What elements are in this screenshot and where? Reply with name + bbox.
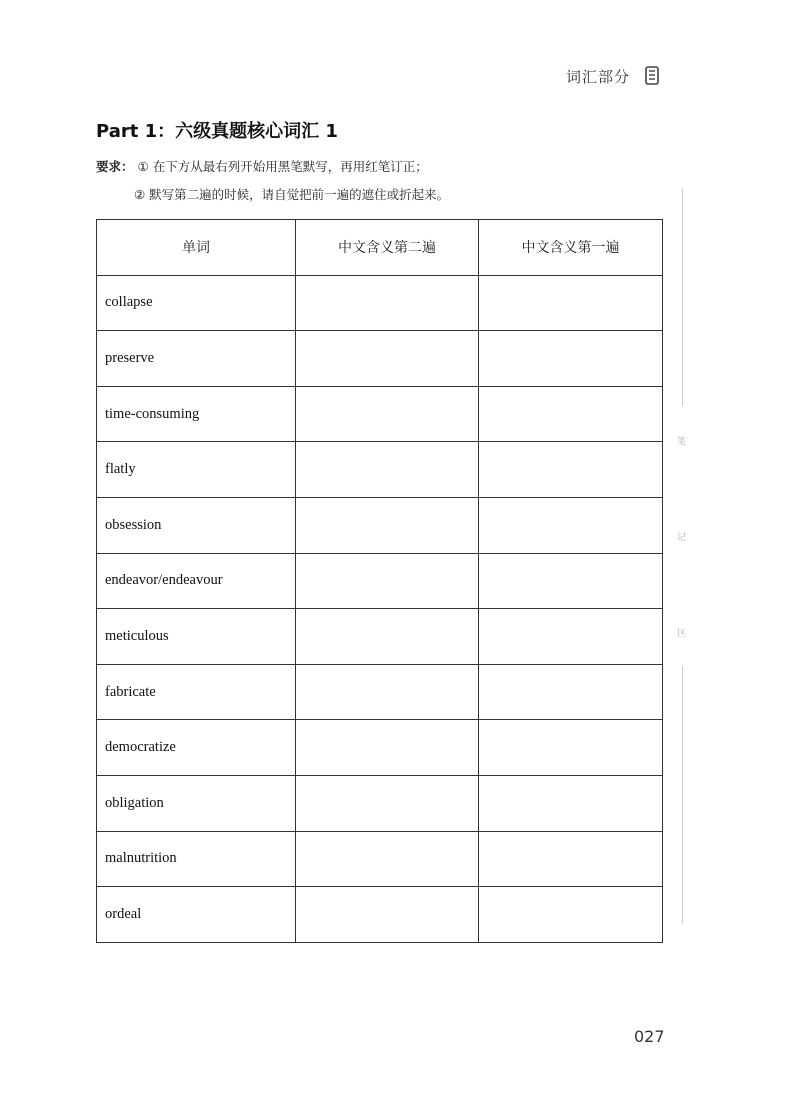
notes-divider-bottom bbox=[682, 666, 683, 924]
table-row bbox=[97, 775, 663, 831]
meaning-first-cell[interactable] bbox=[479, 442, 663, 498]
meaning-second-cell[interactable] bbox=[296, 386, 479, 442]
word-cell: flatly bbox=[97, 442, 296, 498]
meaning-second-cell[interactable] bbox=[296, 442, 479, 498]
table-row bbox=[97, 664, 663, 720]
meaning-first-cell[interactable] bbox=[479, 664, 663, 720]
notes-divider-top bbox=[682, 188, 683, 406]
table-row bbox=[97, 442, 663, 498]
notes-label-char: 笔 bbox=[677, 437, 687, 447]
notes-label-char: 记 bbox=[677, 533, 687, 543]
requirement-label: 要求： bbox=[96, 159, 134, 174]
meaning-second-cell[interactable] bbox=[296, 331, 479, 387]
header-word: 单词 bbox=[97, 220, 296, 276]
word-cell: time-consuming bbox=[97, 386, 296, 442]
header-meaning-second: 中文含义第二遍 bbox=[296, 220, 479, 276]
table-row bbox=[97, 386, 663, 442]
part-title: Part 1：六级真题核心词汇 1 bbox=[96, 121, 338, 142]
table-row bbox=[97, 275, 663, 331]
meaning-second-cell[interactable] bbox=[296, 720, 479, 776]
header-meaning-first: 中文含义第一遍 bbox=[479, 220, 663, 276]
meaning-second-cell[interactable] bbox=[296, 497, 479, 553]
word-cell: endeavor/endeavour bbox=[97, 553, 296, 609]
table-row bbox=[97, 331, 663, 387]
meaning-first-cell[interactable] bbox=[479, 275, 663, 331]
meaning-first-cell[interactable] bbox=[479, 831, 663, 887]
word-cell: democratize bbox=[97, 720, 296, 776]
meaning-first-cell[interactable] bbox=[479, 887, 663, 943]
word-cell: obligation bbox=[97, 775, 296, 831]
book-icon bbox=[645, 66, 659, 86]
meaning-first-cell[interactable] bbox=[479, 609, 663, 665]
meaning-first-cell[interactable] bbox=[479, 720, 663, 776]
table-header-row bbox=[97, 220, 663, 276]
meaning-first-cell[interactable] bbox=[479, 386, 663, 442]
meaning-first-cell[interactable] bbox=[479, 553, 663, 609]
meaning-second-cell[interactable] bbox=[296, 887, 479, 943]
requirement-line-1 bbox=[96, 157, 428, 175]
requirement-text-1: ① 在下方从最右列开始用黑笔默写，再用红笔订正； bbox=[137, 159, 428, 174]
notes-label-char: 区 bbox=[677, 629, 687, 639]
word-cell: obsession bbox=[97, 497, 296, 553]
word-cell: collapse bbox=[97, 275, 296, 331]
word-cell: meticulous bbox=[97, 609, 296, 665]
section-header: 词汇部分 bbox=[565, 68, 630, 86]
requirement-line-2: ② 默写第二遍的时候，请自觉把前一遍的遮住或折起来。 bbox=[134, 187, 450, 202]
table-row bbox=[97, 720, 663, 776]
meaning-second-cell[interactable] bbox=[296, 275, 479, 331]
table-row bbox=[97, 887, 663, 943]
meaning-first-cell[interactable] bbox=[479, 331, 663, 387]
word-cell: malnutrition bbox=[97, 831, 296, 887]
vocabulary-table bbox=[96, 219, 663, 943]
word-cell: preserve bbox=[97, 331, 296, 387]
table-row bbox=[97, 609, 663, 665]
page-number: 027 bbox=[634, 1027, 665, 1046]
table-row bbox=[97, 497, 663, 553]
meaning-second-cell[interactable] bbox=[296, 664, 479, 720]
meaning-second-cell[interactable] bbox=[296, 553, 479, 609]
meaning-first-cell[interactable] bbox=[479, 497, 663, 553]
meaning-second-cell[interactable] bbox=[296, 831, 479, 887]
meaning-second-cell[interactable] bbox=[296, 609, 479, 665]
word-cell: ordeal bbox=[97, 887, 296, 943]
meaning-second-cell[interactable] bbox=[296, 775, 479, 831]
table-row bbox=[97, 831, 663, 887]
table-row bbox=[97, 553, 663, 609]
word-cell: fabricate bbox=[97, 664, 296, 720]
meaning-first-cell[interactable] bbox=[479, 775, 663, 831]
